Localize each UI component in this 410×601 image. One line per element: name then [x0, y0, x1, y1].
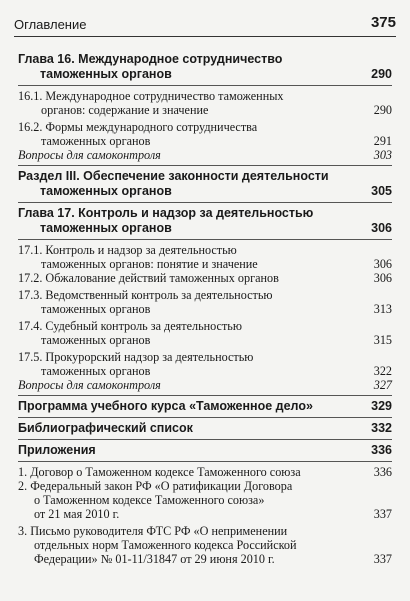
item-page: 315 — [373, 333, 392, 347]
toc-appendices — [18, 443, 392, 458]
item-page: 290 — [373, 103, 392, 117]
divider — [18, 165, 392, 166]
toc-section-3 — [18, 169, 392, 199]
item-title-line: отдельных норм Таможенного кодекса Российской — [34, 538, 297, 552]
item-title-line: 17.1. Контроль и надзор за деятельностью — [18, 243, 237, 257]
toc-appendix-1 — [18, 465, 392, 479]
page-number: 375 — [370, 14, 396, 31]
table-of-contents — [18, 44, 392, 566]
item-page: 336 — [373, 465, 392, 479]
item-title-line: о Таможенном кодексе Таможенного союза» — [34, 493, 265, 507]
chapter-page: 306 — [371, 221, 392, 235]
toc-appendix-2 — [18, 479, 392, 521]
toc-questions-16 — [18, 148, 392, 162]
divider — [18, 395, 392, 396]
item-title-line: таможенных органов — [41, 302, 151, 316]
divider — [18, 439, 392, 440]
appendices-title: Приложения — [18, 443, 96, 457]
item-title-line: Федерации» № 01-11/31847 от 29 июня 2010 г. — [34, 552, 275, 566]
appendices-page: 336 — [371, 443, 392, 457]
section-page: 305 — [371, 184, 392, 198]
bibliography-title: Библиографический список — [18, 421, 193, 435]
page-header — [14, 14, 396, 37]
item-page: 303 — [373, 148, 392, 162]
chapter-page: 290 — [371, 67, 392, 81]
divider — [18, 239, 392, 240]
item-page: 322 — [373, 364, 392, 378]
program-page: 329 — [371, 399, 392, 413]
item-page: 313 — [373, 302, 392, 316]
toc-item-17-1 — [18, 243, 392, 271]
item-title-line: 17.4. Судебный контроль за деятельностью — [18, 319, 242, 333]
running-title: Оглавление — [14, 17, 87, 32]
toc-appendix-3 — [18, 524, 392, 566]
toc-item-17-3 — [18, 288, 392, 316]
section-title-line: таможенных органов — [40, 184, 172, 198]
toc-item-17-5 — [18, 350, 392, 378]
bibliography-page: 332 — [371, 421, 392, 435]
item-title-line: таможенных органов: понятие и значение — [41, 257, 258, 271]
section-title-line: Раздел III. Обеспечение законности деятельности — [18, 169, 329, 183]
divider — [18, 461, 392, 462]
chapter-title-line: Глава 16. Международное сотрудничество — [18, 52, 283, 66]
item-title-line: таможенных органов — [41, 333, 151, 347]
divider — [18, 85, 392, 86]
item-title-line: таможенных органов — [41, 364, 151, 378]
toc-item-16-2 — [18, 120, 392, 148]
item-page: 291 — [373, 134, 392, 148]
item-title-line: 16.1. Международное сотрудничество таможенных — [18, 89, 284, 103]
item-title-line: 2. Федеральный закон РФ «О ратификации Договора — [18, 479, 293, 493]
toc-item-17-4 — [18, 319, 392, 347]
item-title-line: 17.3. Ведомственный контроль за деятельностью — [18, 288, 273, 302]
item-page: 327 — [373, 378, 392, 392]
program-title: Программа учебного курса «Таможенное дело» — [18, 399, 313, 413]
item-title-line: таможенных органов — [41, 134, 151, 148]
chapter-title-line: Глава 17. Контроль и надзор за деятельностью — [18, 206, 314, 220]
toc-item-17-2 — [18, 271, 392, 285]
item-title-line: Вопросы для самоконтроля — [18, 378, 161, 392]
item-page: 337 — [373, 507, 392, 521]
toc-chapter-16 — [18, 52, 392, 82]
chapter-title-line: таможенных органов — [40, 221, 172, 235]
item-title-line: органов: содержание и значение — [41, 103, 209, 117]
item-title-line: 17.2. Обжалование действий таможенных органов — [18, 271, 279, 285]
item-page: 337 — [373, 552, 392, 566]
toc-program — [18, 399, 392, 414]
item-title-line: 17.5. Прокурорский надзор за деятельностью — [18, 350, 254, 364]
item-title-line: 1. Договор о Таможенном кодексе Таможенного союза — [18, 465, 301, 479]
item-page: 306 — [373, 257, 392, 271]
divider — [18, 417, 392, 418]
toc-chapter-17 — [18, 206, 392, 236]
item-title-line: Вопросы для самоконтроля — [18, 148, 161, 162]
item-title-line: от 21 мая 2010 г. — [34, 507, 120, 521]
divider — [18, 202, 392, 203]
item-title-line: 16.2. Формы международного сотрудничества — [18, 120, 258, 134]
toc-item-16-1 — [18, 89, 392, 117]
toc-bibliography — [18, 421, 392, 436]
item-title-line: 3. Письмо руководителя ФТС РФ «О неприменении — [18, 524, 288, 538]
item-page: 306 — [373, 271, 392, 285]
chapter-title-line: таможенных органов — [40, 67, 172, 81]
toc-questions-17 — [18, 378, 392, 392]
